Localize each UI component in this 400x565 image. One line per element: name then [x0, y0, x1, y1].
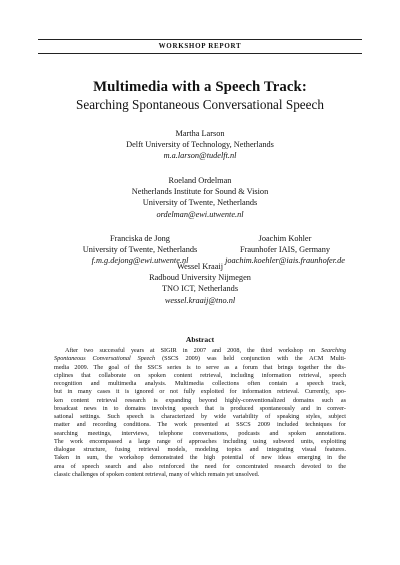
author-block-kraaij	[60, 261, 340, 306]
abstract-emphasis: Spontaneous Conversational Speech	[54, 355, 156, 363]
abstract-body	[54, 347, 346, 479]
abstract-line: area of speech search and also reinforced the need for concentrated research devoted to the	[54, 462, 346, 470]
author-block-ordelman	[60, 175, 340, 220]
abstract-emphasis: Searching	[321, 347, 346, 354]
author-affiliation: Delft University of Technology, Netherlands	[126, 140, 274, 150]
abstract-line: broadcast news in to domains involving speech that is produced spontaneously and in conver-	[54, 404, 346, 412]
abstract-line: matter and recording conditions. The work presented at SSCS 2009 included techniques for	[54, 421, 346, 429]
author-email[interactable]: ordelman@ewi.utwente.nl	[156, 209, 244, 219]
abstract-line: The work encompassed a large range of approaches including using subword units, exploiting	[54, 437, 346, 445]
author-affiliation: Netherlands Institute for Sound & Vision	[131, 187, 269, 197]
author-name: Joachim Kohler	[258, 234, 312, 243]
abstract-line: ciplines that collaborate on spoken content retrieval, including information retrieval, speech	[54, 371, 346, 379]
author-name: Roeland Ordelman	[168, 176, 232, 185]
author-name: Wessel Kraaij	[176, 262, 224, 271]
paper-subtitle: Searching Spontaneous Conversational Speech	[76, 97, 324, 112]
author-email[interactable]: wessel.kraaij@tno.nl	[164, 295, 236, 305]
author-block-larson	[60, 128, 340, 162]
author-name: Martha Larson	[175, 129, 225, 138]
author-affiliation: University of Twente, Netherlands	[82, 245, 198, 255]
section-label: WORKSHOP REPORT	[158, 42, 242, 50]
abstract-line: sational settings. Such speech is characterized by wide variability of speaking styles, subject	[54, 413, 346, 420]
abstract-line: but in many cases it is ignored or not fully exploited for information retrieval. Currently, spo-	[54, 388, 346, 396]
abstract-line: Taken in sum, the workshop demonstrated the high potential of new ideas emerging in the	[54, 454, 346, 462]
author-name: Franciska de Jong	[110, 234, 170, 243]
abstract-line: classic challenges of spoken content retrieval, many of which remain yet unsolved.	[54, 470, 260, 478]
author-email[interactable]: f.m.g.dejong@ewi.utwente.nl	[91, 256, 189, 266]
abstract-heading: Abstract	[185, 335, 215, 344]
author-email[interactable]: m.a.larson@tudelft.nl	[163, 151, 237, 161]
abstract-line: media 2009. The goal of the SSCS series is to serve as a forum that brings together the dis-	[54, 363, 346, 371]
author-affiliation: Fraunhofer IAIS, Germany	[239, 245, 331, 255]
header-top-rule	[38, 39, 362, 40]
author-affiliation: University of Twente, Netherlands	[142, 198, 258, 208]
abstract-line: Spontaneous Conversational Speech (SSCS 2009) was held conjunction with the ACM Multi-	[54, 355, 346, 363]
header-bottom-rule	[38, 53, 362, 54]
author-affiliation: TNO ICT, Netherlands	[161, 284, 239, 294]
abstract-line: ken content retrieval research is expanding beyond highly-conventionalized domains such as	[54, 396, 346, 404]
author-affiliation: Radboud University Nijmegen	[149, 273, 251, 283]
abstract-line: After two successful years at SIGIR in 2007 and 2008, the third workshop on Searching	[65, 347, 346, 354]
abstract-line: dialogue structure, fusing retrieval models, modeling topics and integrating visual features.	[54, 446, 346, 453]
abstract-line: recognition and multimedia analysis. Multimedia collections often contain a speech track,	[54, 380, 346, 387]
abstract-line: searching meetings, interviews, telephone conversations, podcasts and spoken annotations.	[54, 429, 346, 437]
paper-title: Multimedia with a Speech Track:	[93, 79, 307, 95]
author-email[interactable]: joachim.koehler@iais.fraunhofer.de	[225, 256, 345, 266]
